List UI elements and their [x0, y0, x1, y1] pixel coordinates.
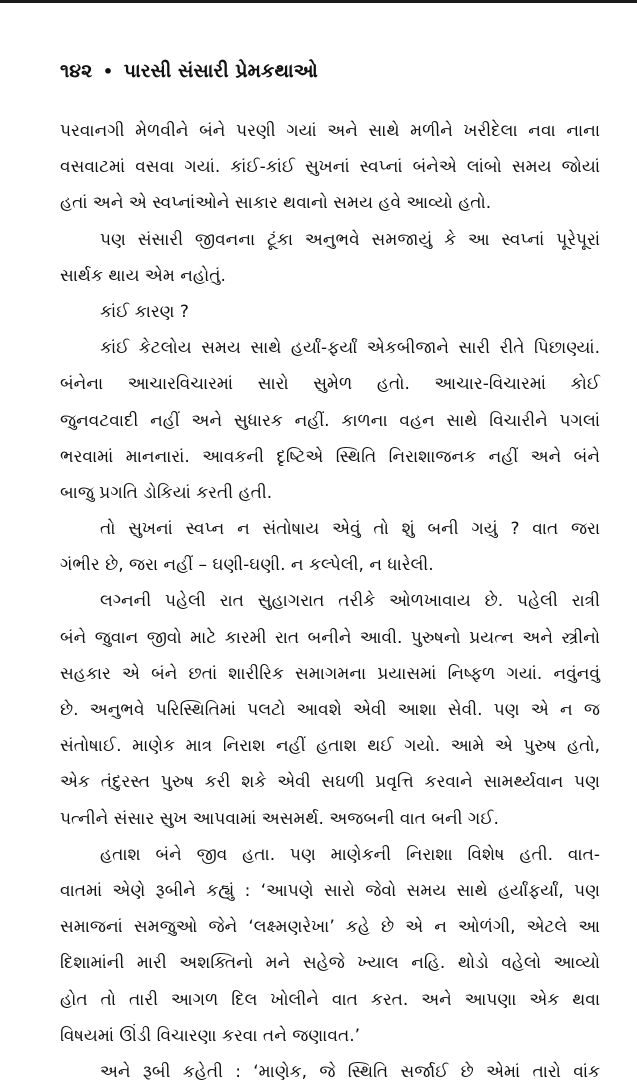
text-line: સહકાર એ બંને છતાં શારીરિક સમાગમના પ્રયાસમાં નિષ્ફળ ગયાં. નવુંનવું — [60, 663, 600, 684]
text-line: વિષયમાં ઊંડી વિચારણા કરવા તને જણાવત.’ — [60, 1025, 361, 1046]
text-line: કાંઈ કારણ ? — [100, 301, 189, 322]
text-line: ગંભીર છે, જરા નહીં – ઘણી-ઘણી. ન કલ્પેલી, ન ધારેલી. — [60, 555, 434, 576]
text-line: ભરવામાં માનનારાં. આવકની દૃષ્ટિએ સ્થિતિ નિરાશાજનક નહીં અને બંને — [60, 446, 600, 467]
text-line: સમાજનાં સમજુઓ જેને ‘લક્ષ્મણરેખા’ કહે છે એ ન ઓળંગી, એટલે આ — [60, 917, 600, 938]
text-line: તો સુખનાં સ્વપ્ન ન સંતોષાય એવું તો શું બની ગયું ? વાત જરા — [100, 519, 600, 540]
running-head — [60, 60, 318, 82]
book-title: પારસી સંસારી પ્રેમકથાઓ — [123, 60, 318, 82]
text-line: પરવાનગી મેળવીને બંને પરણી ગયાં અને સાથે મળીને ખરીદેલા નવા નાના — [60, 121, 600, 141]
text-line: વસવાટમાં વસવા ગયાં. કાંઈ-કાંઈ સુખનાં સ્વપ્નાં બંનેએ લાંબો સમય જોયાં — [60, 157, 600, 178]
text-line: બંને જુવાન જીવો માટે કારમી રાત બનીને આવી. પુરુષનો પ્રયત્ન અને સ્ત્રીનો — [60, 627, 600, 648]
text-line: હોત તો તારી આગળ દિલ ખોલીને વાત કરત. અને આપણા એક થવા — [60, 989, 600, 1010]
text-line: કાંઈ કેટલોય સમય સાથે હર્યાં-ફર્યાં એકબીજાને સારી રીતે પિછાણ્યાં. — [100, 338, 600, 359]
text-line: અને રૂબી કહેતી : ‘માણેક, જે સ્થિતિ સર્જાઈ છે એમાં તારો વાંક — [100, 1061, 600, 1082]
text-line: બંનેના આચારવિચારમાં સારો સુમેળ હતો. આચાર-વિચારમાં કોઈ — [60, 374, 600, 395]
text-line: જુનવટવાદી નહીં અને સુધારક નહીં. કાળના વહન સાથે વિચારીને પગલાં — [60, 410, 600, 431]
text-line: સંતોષાઈ. માણેક માત્ર નિરાશ નહીં હતાશ થઈ ગયો. આમે એ પુરુષ હતો, — [60, 736, 600, 757]
page-number: ૧૪૨ — [60, 60, 93, 82]
text-line: દિશામાંની મારી અશક્તિનો મને સહેજે ખ્યાલ નહિ. થોડો વહેલો આવ્યો — [60, 953, 600, 974]
text-line: બાજુ પ્રગતિ ડોકિયાં કરતી હતી. — [60, 482, 273, 503]
top-border-rule — [0, 0, 637, 3]
text-line: હતાશ બંને જીવ હતા. પણ માણેકની નિરાશા વિશેષ હતી. વાત- — [100, 844, 600, 865]
text-line: પત્નીને સંસાર સુખ આપવામાં અસમર્થ. અજબની વાત બની ગઈ. — [60, 808, 499, 829]
text-line: એક તંદુરસ્ત પુરુષ કરી શકે એવી સઘળી પ્રવૃત્તિ કરવાને સામર્થ્યવાન પણ — [60, 772, 600, 793]
text-line: વાતમાં એણે રૂબીને કહ્યું : ‘આપણે સારો જેવો સમય સાથે હર્યાંફર્યાં, પણ — [60, 880, 600, 901]
text-line: સાર્થક થાય એમ નહોતું. — [60, 265, 226, 286]
text-line: હતાં અને એ સ્વપ્નાંઓને સાકાર થવાનો સમય હવે આવ્યો હતો. — [60, 193, 492, 214]
body-text — [60, 113, 600, 1090]
text-line: છે. અનુભવે પરિસ્થિતિમાં પલટો આવશે એવી આશા સેવી. પણ એ ન જ — [60, 700, 600, 720]
text-line: લગ્નની પહેલી રાત સુહાગરાત તરીકે ઓળખાવાય છે. પહેલી રાત્રી — [100, 591, 600, 612]
text-line: પણ સંસારી જીવનના ટૂંકા અનુભવે સમજાયું કે આ સ્વપ્નાં પૂરેપૂરાં — [100, 229, 600, 250]
bullet-separator: • — [102, 62, 114, 81]
